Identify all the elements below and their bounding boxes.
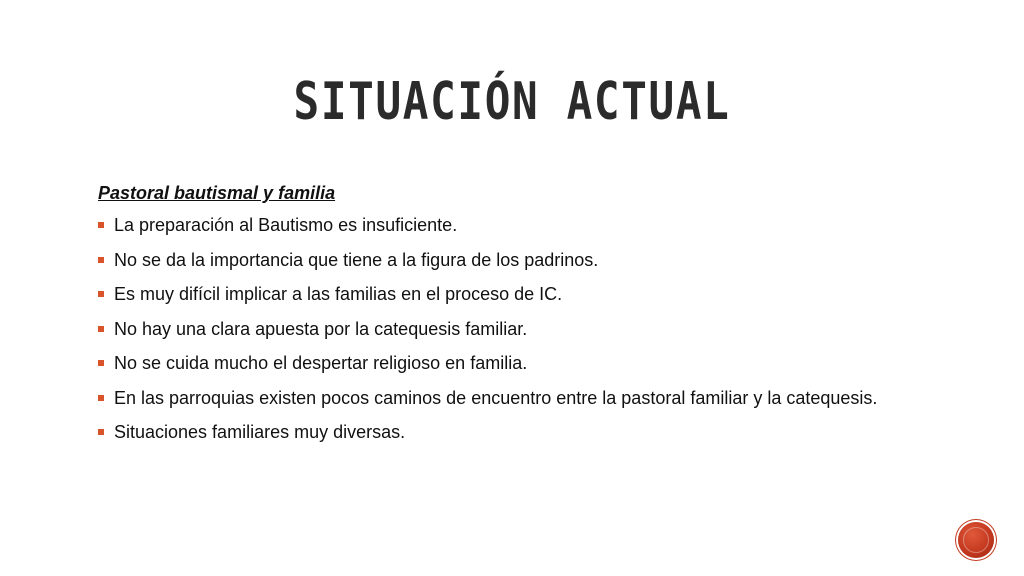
square-bullet-icon [98, 395, 104, 401]
section-subtitle: Pastoral bautismal y familia [98, 183, 336, 203]
bullet-list [98, 215, 918, 443]
badge-ring [963, 527, 989, 553]
square-bullet-icon [98, 326, 104, 332]
bullet-item [98, 284, 918, 305]
square-bullet-icon [98, 222, 104, 228]
bullet-item [98, 319, 918, 340]
bullet-text: No hay una clara apuesta por la catequesis familiar. [114, 318, 528, 339]
square-bullet-icon [98, 291, 104, 297]
slide-number-badge-icon [958, 522, 994, 558]
bullet-text: No se cuida mucho el despertar religioso en familia. [114, 353, 528, 373]
slide-title: SITUACIÓN ACTUAL [293, 72, 731, 132]
bullet-text: Es muy difícil implicar a las familias en el proceso de IC. [114, 284, 563, 304]
square-bullet-icon [98, 257, 104, 263]
square-bullet-icon [98, 360, 104, 366]
bullet-item [98, 250, 918, 271]
bullet-item [98, 215, 918, 236]
bullet-text: Situaciones familiares muy diversas. [114, 422, 406, 442]
square-bullet-icon [98, 429, 104, 435]
bullet-text: No se da la importancia que tiene a la figura de los padrinos. [114, 249, 599, 270]
bullet-text: La preparación al Bautismo es insuficiente. [114, 215, 458, 235]
bullet-item [98, 388, 918, 409]
bullet-item [98, 353, 918, 374]
bullet-item [98, 422, 918, 443]
bullet-text: En las parroquias existen pocos caminos de encuentro entre la pastoral familiar y la catequesis. [114, 387, 878, 408]
slide-content [98, 181, 918, 457]
